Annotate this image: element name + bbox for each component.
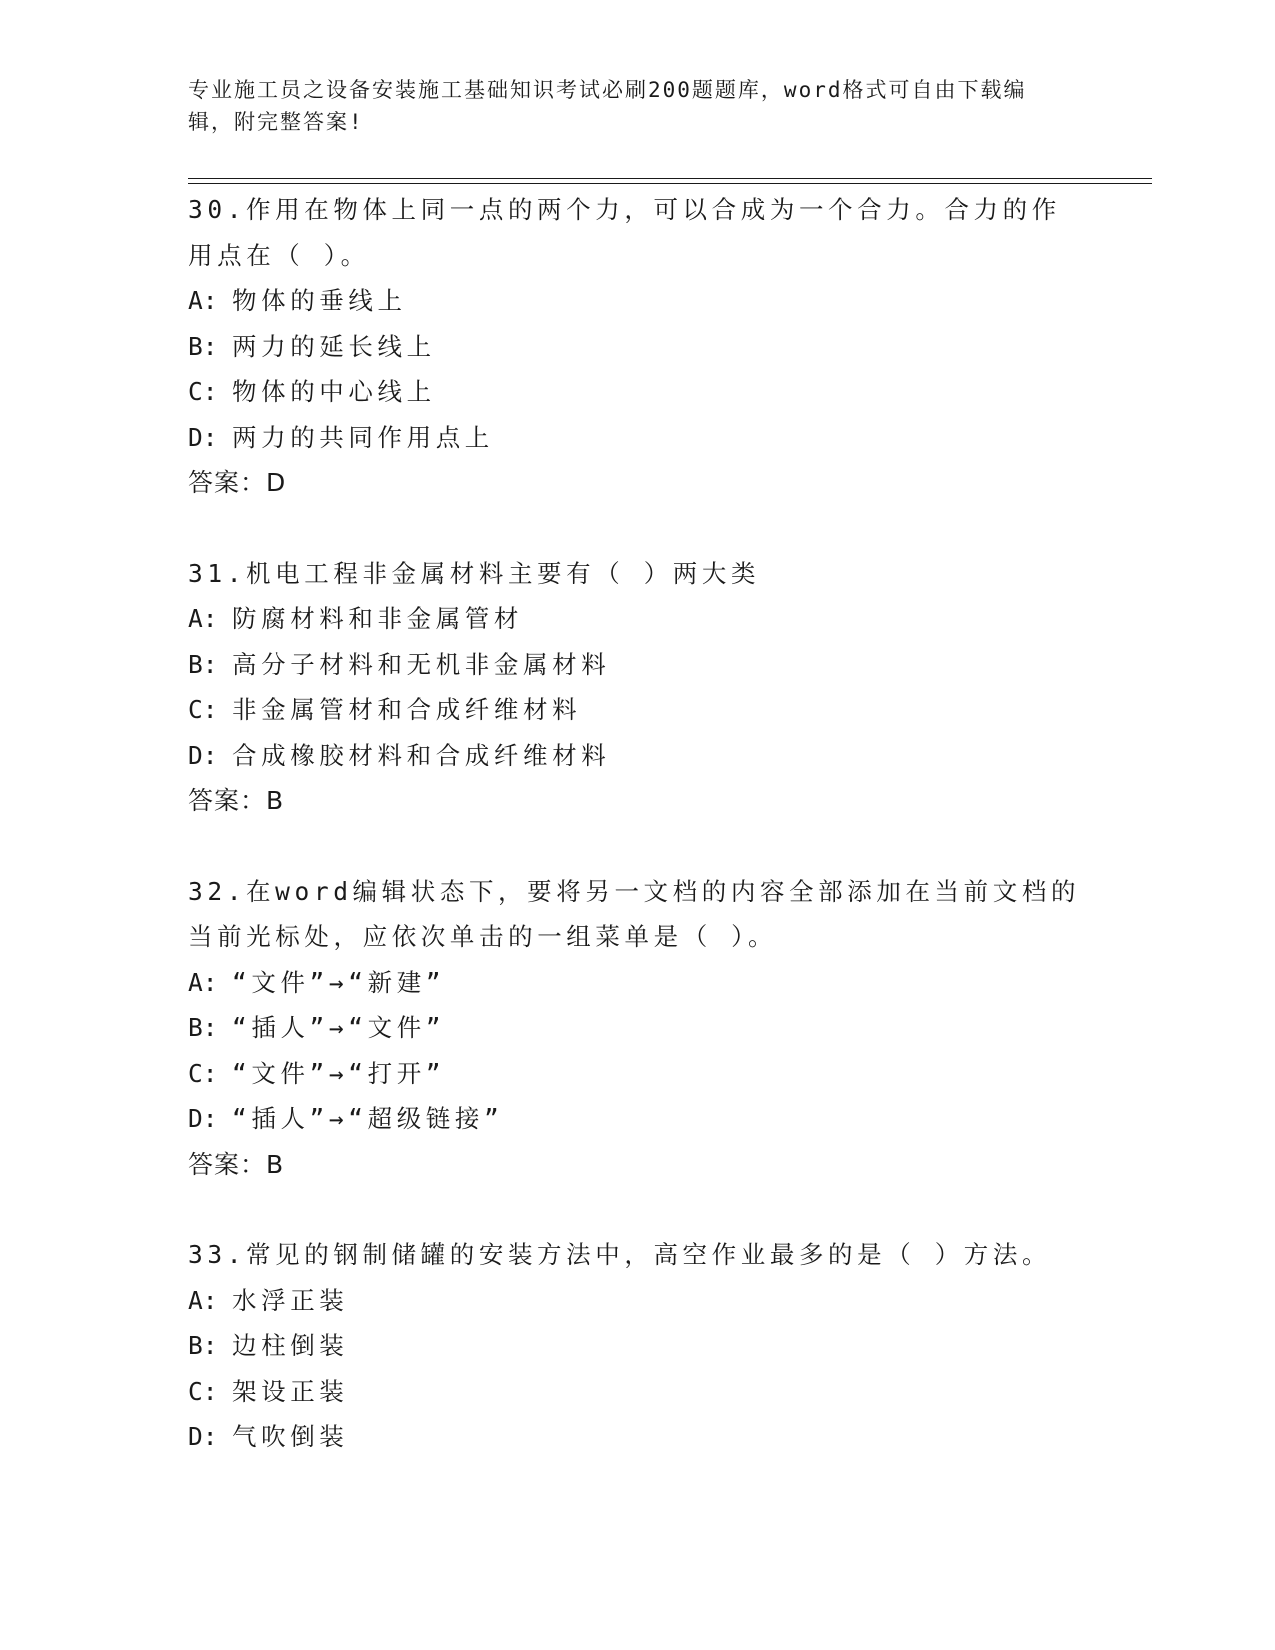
option-text: 物体的垂线上: [232, 286, 407, 315]
option-c: [188, 1051, 1088, 1097]
header-divider-bottom: [188, 183, 1152, 184]
question-33: [188, 1232, 1088, 1460]
option-d: [188, 415, 1088, 461]
option-text: 两力的共同作用点上: [232, 422, 494, 452]
option-letter: C:: [188, 377, 218, 406]
option-letter: D:: [188, 1422, 218, 1451]
option-b: [188, 1005, 1088, 1051]
header-divider-top: [188, 178, 1152, 179]
option-text: 合成橡胶材料和合成纤维材料: [232, 740, 611, 770]
option-text: 气吹倒装: [232, 1422, 349, 1451]
option-letter: A:: [188, 967, 218, 997]
option-letter: B:: [188, 1331, 218, 1360]
question-list: [188, 187, 1088, 1505]
option-a: [188, 596, 1088, 642]
option-letter: B:: [188, 649, 218, 679]
option-letter: C:: [188, 1376, 218, 1406]
option-d: [188, 733, 1088, 779]
question-30: [188, 187, 1088, 506]
option-text: 防腐材料和非金属管材: [232, 604, 523, 633]
option-text: 边柱倒装: [232, 1331, 349, 1360]
option-c: [188, 1369, 1088, 1415]
question-stem: 31.机电工程非金属材料主要有（ ）两大类: [188, 558, 761, 588]
option-letter: B:: [188, 1013, 218, 1042]
question-stem: 30.作用在物体上同一点的两个力，可以合成为一个合力。合力的作用点在（ ）。: [188, 195, 1061, 270]
option-a: [188, 278, 1088, 324]
option-a: [188, 1278, 1088, 1324]
question-stem: 32.在word编辑状态下，要将另一文档的内容全部添加在当前文档的当前光标处，应依次单击的一组菜单是（ ）。: [188, 876, 1081, 951]
option-letter: A:: [188, 286, 218, 315]
option-a: [188, 960, 1088, 1006]
document-header-title: 专业施工员之设备安装施工基础知识考试必刷200题题库，word格式可自由下载编辑，附完整答案!: [188, 78, 1027, 134]
option-text: 高分子材料和无机非金属材料: [232, 649, 611, 679]
option-text: “插人”→“文件”: [232, 1013, 446, 1042]
option-text: 两力的延长线上: [232, 331, 436, 361]
answer-line: 答案：D: [188, 468, 287, 497]
option-letter: C:: [188, 695, 218, 724]
option-letter: B:: [188, 331, 218, 361]
option-letter: A:: [188, 1285, 218, 1315]
option-d: [188, 1096, 1088, 1142]
option-d: [188, 1414, 1088, 1460]
option-letter: A:: [188, 604, 218, 633]
answer-line: 答案：B: [188, 786, 285, 815]
option-c: [188, 369, 1088, 415]
option-letter: D:: [188, 422, 218, 452]
option-text: 架设正装: [232, 1376, 349, 1406]
option-text: “文件”→“打开”: [232, 1058, 446, 1088]
option-b: [188, 1323, 1088, 1369]
question-32: [188, 869, 1088, 1188]
answer-line: 答案：B: [188, 1149, 285, 1179]
question-stem: 33.常见的钢制储罐的安装方法中，高空作业最多的是（ ）方法。: [188, 1240, 1052, 1269]
option-text: 物体的中心线上: [232, 377, 436, 406]
option-text: 水浮正装: [232, 1285, 349, 1315]
option-text: “文件”→“新建”: [232, 967, 446, 997]
option-b: [188, 324, 1088, 370]
option-text: 非金属管材和合成纤维材料: [232, 695, 582, 724]
option-letter: D:: [188, 1104, 218, 1133]
option-letter: D:: [188, 740, 218, 770]
option-c: [188, 687, 1088, 733]
option-letter: C:: [188, 1058, 218, 1088]
option-text: “插人”→“超级链接”: [232, 1104, 504, 1133]
question-31: [188, 551, 1088, 824]
option-b: [188, 642, 1088, 688]
